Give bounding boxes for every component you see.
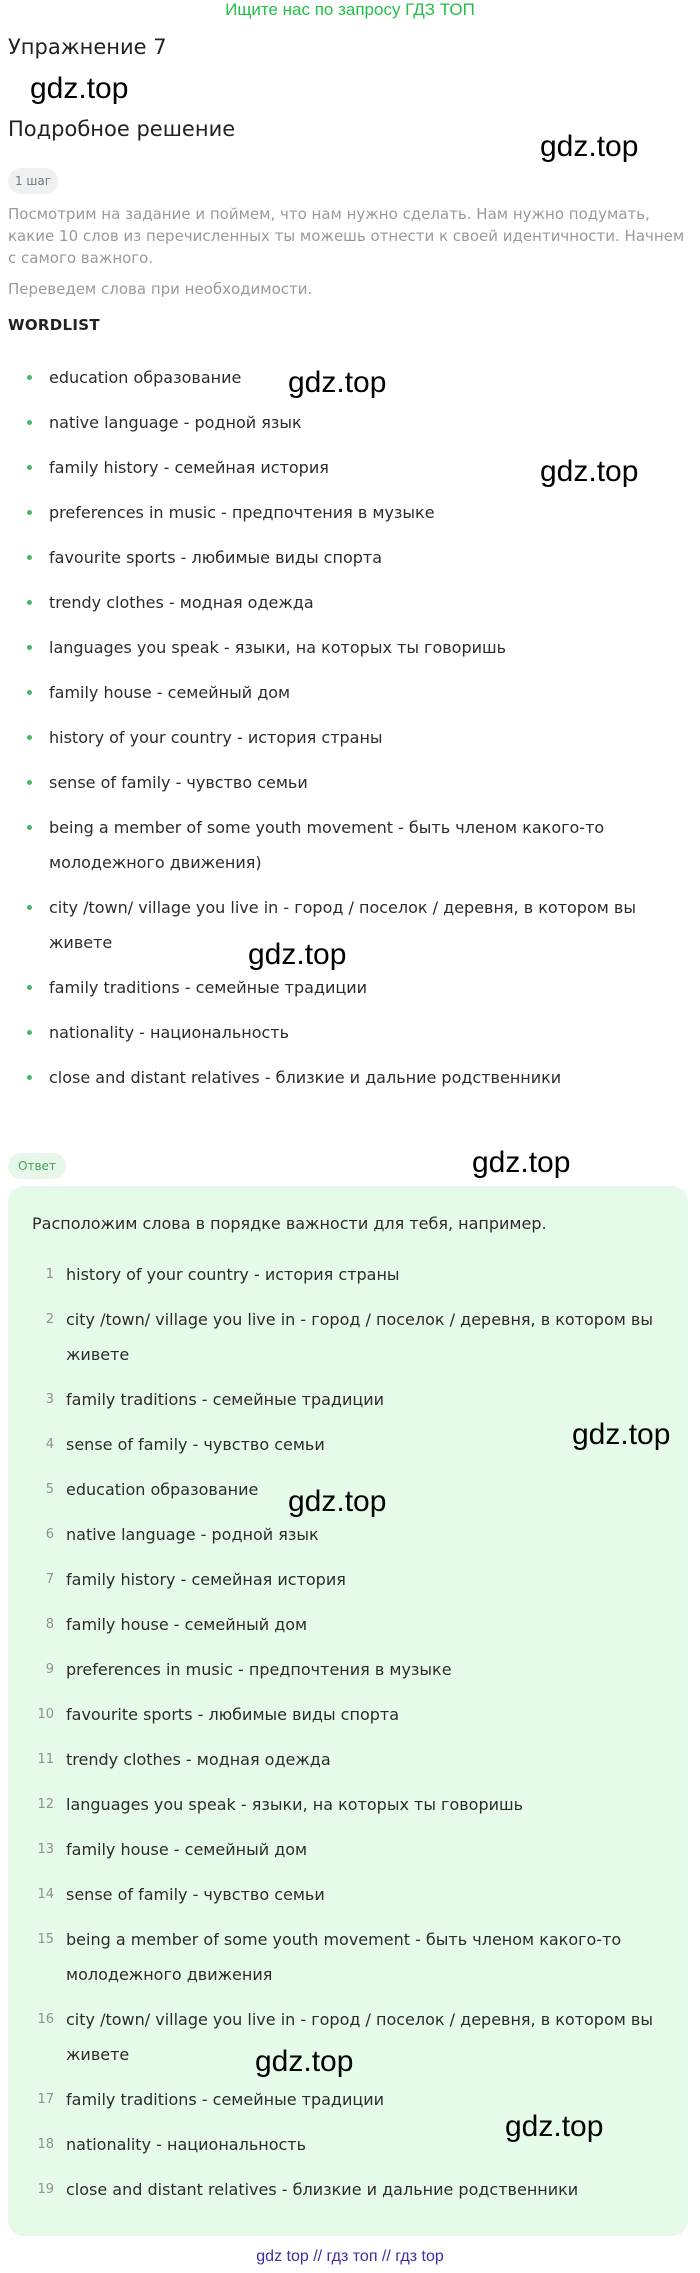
- item-number: 2: [45, 1312, 54, 1327]
- watermark: gdz.top: [248, 938, 347, 971]
- list-item: education образование: [8, 360, 668, 395]
- list-item: [32, 1607, 672, 1642]
- watermark: gdz.top: [572, 1418, 671, 1451]
- item-number: 8: [45, 1617, 54, 1632]
- item-number: 17: [37, 2092, 54, 2107]
- item-text: education образование: [66, 1480, 259, 1499]
- list-item: history of your country - история страны: [8, 720, 668, 755]
- item-text: history of your country - история страны: [66, 1265, 400, 1284]
- item-number: 7: [45, 1572, 54, 1587]
- answer-intro: Расположим слова в порядке важности для тебя, например.: [32, 1214, 547, 1233]
- watermark: gdz.top: [288, 366, 387, 399]
- watermark: gdz.top: [505, 2110, 604, 2143]
- item-number: 3: [45, 1392, 54, 1407]
- list-item: city /town/ village you live in - город / поселок / деревня, в котором вы живете: [8, 890, 668, 960]
- list-item: sense of family - чувство семьи: [8, 765, 668, 800]
- item-number: 9: [45, 1662, 54, 1677]
- item-text: trendy clothes - модная одежда: [66, 1750, 331, 1769]
- watermark: gdz.top: [30, 72, 129, 105]
- list-item: [32, 1922, 672, 1992]
- item-text: sense of family - чувство семьи: [66, 1885, 325, 1904]
- search-promo-banner[interactable]: Ищите нас по запросу ГДЗ ТОП: [225, 0, 475, 19]
- item-number: 16: [37, 2012, 54, 2027]
- item-text: family house - семейный дом: [66, 1615, 308, 1634]
- item-text: family traditions - семейные традиции: [66, 1390, 385, 1409]
- list-item: [32, 1742, 672, 1777]
- item-text: preferences in music - предпочтения в музыке: [66, 1660, 452, 1679]
- item-text: family history - семейная история: [66, 1570, 346, 1589]
- list-item: [32, 1652, 672, 1687]
- list-item: languages you speak - языки, на которых ты говоришь: [8, 630, 668, 665]
- item-text: city /town/ village you live in - город / поселок / деревня, в котором вы живете: [66, 2010, 653, 2064]
- item-text: family traditions - семейные традиции: [66, 2090, 385, 2109]
- item-number: 18: [37, 2137, 54, 2152]
- list-item: favourite sports - любимые виды спорта: [8, 540, 668, 575]
- list-item: [32, 1697, 672, 1732]
- item-number: 11: [37, 1752, 54, 1767]
- item-number: 5: [45, 1482, 54, 1497]
- item-text: nationality - национальность: [66, 2135, 307, 2154]
- item-number: 15: [37, 1932, 54, 1947]
- list-item: close and distant relatives - близкие и дальние родственники: [8, 1060, 668, 1095]
- list-item: [32, 1382, 672, 1417]
- wordlist-heading: WORDLIST: [8, 316, 100, 334]
- list-item: being a member of some youth movement - быть членом какого-то молодежного движения): [8, 810, 668, 880]
- item-number: 10: [37, 1707, 54, 1722]
- list-item: [32, 1562, 672, 1597]
- list-item: [32, 1832, 672, 1867]
- list-item: family traditions - семейные традиции: [8, 970, 668, 1005]
- list-item: [32, 1257, 672, 1292]
- item-number: 13: [37, 1842, 54, 1857]
- item-text: languages you speak - языки, на которых ты говоришь: [66, 1795, 524, 1814]
- section-title: Подробное решение: [8, 117, 236, 141]
- item-number: 6: [45, 1527, 54, 1542]
- list-item: [32, 1302, 672, 1372]
- list-item: [32, 2172, 672, 2207]
- item-text: native language - родной язык: [66, 1525, 319, 1544]
- item-text: family house - семейный дом: [66, 1840, 308, 1859]
- step-badge: 1 шаг: [8, 168, 58, 194]
- item-text: favourite sports - любимые виды спорта: [66, 1705, 400, 1724]
- list-item: [32, 1517, 672, 1552]
- translate-note: Переведем слова при необходимости.: [8, 280, 313, 298]
- footer-links[interactable]: gdz top // гдз топ // гдз top: [256, 2248, 444, 2265]
- list-item: [32, 1877, 672, 1912]
- list-item: nationality - национальность: [8, 1015, 668, 1050]
- item-number: 1: [45, 1267, 54, 1282]
- watermark: gdz.top: [540, 130, 639, 163]
- list-item: [32, 1787, 672, 1822]
- list-item: preferences in music - предпочтения в музыке: [8, 495, 668, 530]
- item-text: being a member of some youth movement - быть членом какого-то молодежного движения: [66, 1930, 622, 1984]
- item-number: 19: [37, 2182, 54, 2197]
- intro-text: Посмотрим на задание и поймем, что нам нужно сделать. Нам нужно подумать, какие 10 слов из перечисленных ты можешь отнести к своей идентичности. Начнем с самого важного.: [8, 205, 685, 267]
- list-item: trendy clothes - модная одежда: [8, 585, 668, 620]
- watermark: gdz.top: [540, 455, 639, 488]
- item-number: 4: [45, 1437, 54, 1452]
- list-item: family history - семейная история: [8, 450, 668, 485]
- item-text: city /town/ village you live in - город / поселок / деревня, в котором вы живете: [66, 1310, 653, 1364]
- watermark: gdz.top: [472, 1146, 571, 1179]
- page-title: Упражнение 7: [8, 35, 167, 59]
- item-number: 12: [37, 1797, 54, 1812]
- item-text: sense of family - чувство семьи: [66, 1435, 325, 1454]
- item-text: close and distant relatives - близкие и дальние родственники: [66, 2180, 579, 2199]
- watermark: gdz.top: [288, 1485, 387, 1518]
- item-number: 14: [37, 1887, 54, 1902]
- list-item: family house - семейный дом: [8, 675, 668, 710]
- answer-badge: Ответ: [8, 1153, 66, 1179]
- list-item: native language - родной язык: [8, 405, 668, 440]
- watermark: gdz.top: [255, 2045, 354, 2078]
